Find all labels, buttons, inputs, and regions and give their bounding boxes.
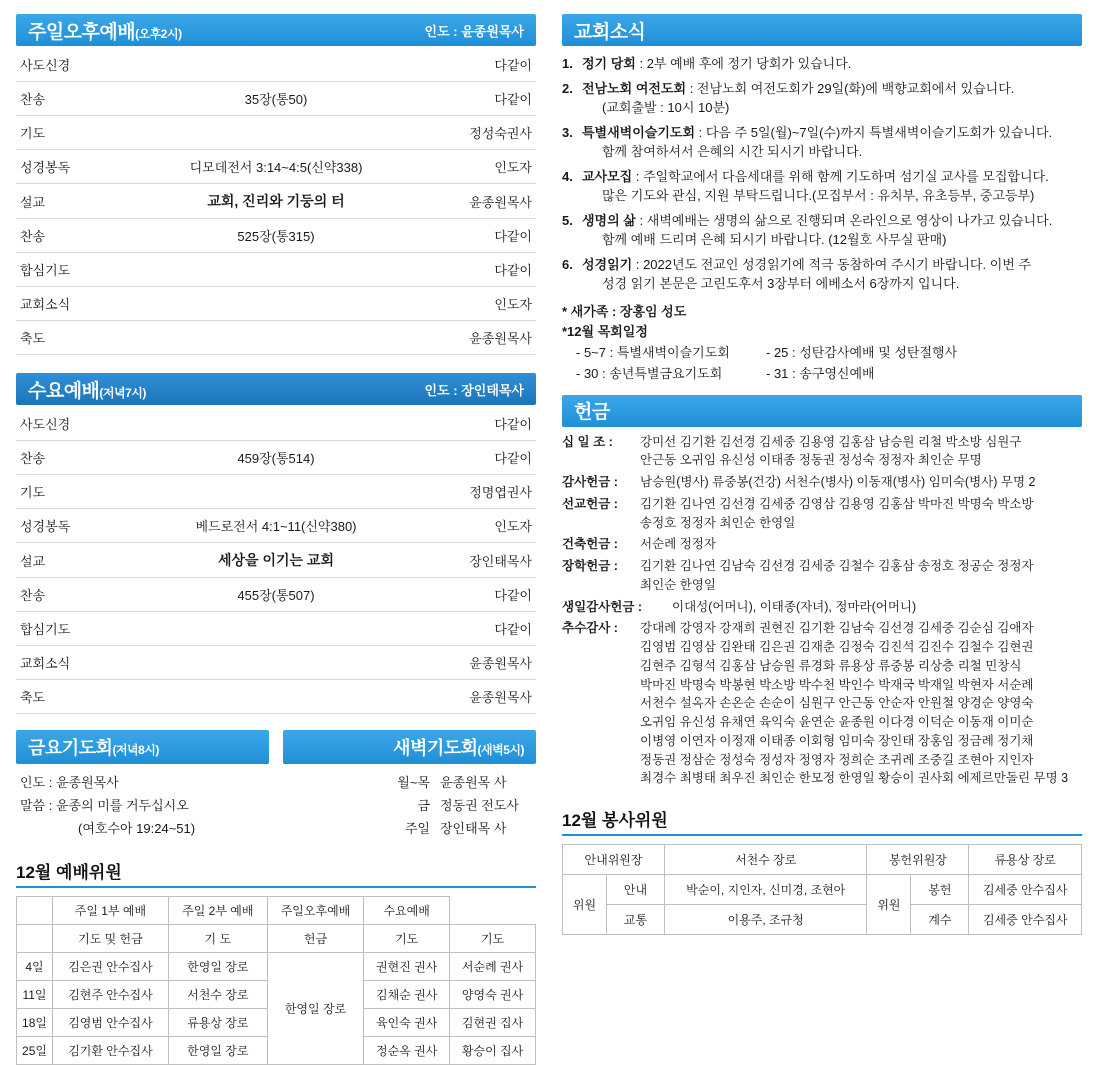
dawn-box — [283, 730, 536, 840]
dawn-header — [283, 730, 536, 764]
table-header-row — [17, 897, 536, 925]
list-item: 주일 장인태목 사 — [404, 820, 507, 836]
group-header: 주일오후예배 — [267, 897, 364, 925]
table-header-row — [563, 845, 1082, 875]
right-chair-value: 류용상 장로 — [969, 845, 1082, 875]
offering-row: 감사헌금 : 남승원(병사) 류중봉(건강) 서천수(병사) 이동재(병사) 임미숙(병사) 무명 2 — [562, 475, 1036, 490]
table-row: 25일 김기환 안수집사 한영일 장로 정순옥 권사 황승이 집사 — [17, 1037, 536, 1065]
right-column — [562, 14, 1082, 928]
table-row: 11일 김현주 안수집사 서천수 장로 김채순 권사 양영숙 권사 — [17, 981, 536, 1009]
list-item: 4. 교사모집 : 주일학교에서 다음세대를 위해 함께 기도하며 섬기실 교사를 모집합니다. 많은 기도와 관심, 지원 부탁드립니다.(모집부서 : 유치부, 유초등부, 중고등부) — [562, 167, 1082, 206]
table-row: 4일 김은권 안수집사 한영일 장로 한영일 장로 권현진 권사 서순례 권사 — [17, 953, 536, 981]
offering-row: 십 일 조 : 강미선 김기환 김선경 김세중 김용영 김홍삼 남승원 리철 박소방 심원구 안근동 오귀임 유신성 이태종 정동권 정성숙 정정자 최인순 무명 — [562, 434, 1022, 468]
merged-cell: 한영일 장로 — [267, 953, 364, 1065]
schedule-row: - 30 : 송년특별금요기도회 - 31 : 송구영신예배 — [576, 365, 875, 381]
offering-row: 추수감사 : 강대례 강영자 강재희 권현진 김기환 김남숙 김선경 김세중 김순심 김애자 김영범 김영삼 김완태 김은권 김재춘 김정숙 김진석 김진수 김철수 김현권 김현주 김형석 김홍삼 남승원 류경화 류용상 류중봉 리상층 리철 민창식 박마진 박명숙 박봉현 박소방 박수천 박인수 박재국 박재일 박현자 서순례 서천수 설옥자 손온순 손순이 심원구 안근동 안순자 안원철 양경순 양영숙 오귀임 유신성 유채연 육익숙 윤연순 윤종원 이다경 이덕순 이동재 이미순 이병영 이연자 이정재 이태종 이회형 임미숙 장인태 장홍임 정금례 정기채 정동권 정삼순 정성숙 정성자 정영자 정희순 조귀례 조중길 조현아 지인자 최경수 최병태 최우진 최인순 한모정 한영일 황승이 권사회 에제르만돌린 무명 3 — [562, 621, 1069, 786]
table-row: 찬송 525장(통315) 다같이 — [16, 219, 536, 253]
worship-committee-table — [16, 896, 536, 1065]
right-chair-label: 봉헌위원장 — [867, 845, 969, 875]
table-row: 사도신경 다같이 — [16, 407, 536, 441]
friday-line2: 말씀 : 윤종의 미를 거두십시오 — [20, 797, 189, 813]
group-header: 주일 1부 예배 — [53, 897, 169, 925]
sub-line: (교회출발 : 10시 10분) — [602, 100, 730, 115]
sub-line: 함께 참여하셔서 은혜의 시간 되시기 바랍니다. — [602, 144, 863, 159]
left-chair-label: 안내위원장 — [563, 845, 665, 875]
right-member-label: 위원 — [867, 875, 911, 935]
offering-header — [562, 395, 1082, 427]
friday-dawn-row — [16, 730, 536, 840]
table-row: 축도 윤종원목사 — [16, 321, 536, 355]
sub-header: 헌금 — [267, 925, 364, 953]
sub-line: 함께 예배 드리며 은혜 되시기 바랍니다. (12월호 사무실 판매) — [602, 232, 947, 247]
table-row: 성경봉독 베드로전서 4:1~11(신약380) 인도자 — [16, 509, 536, 543]
service-committee-table — [562, 844, 1082, 935]
table-row: 기도 정성숙권사 — [16, 116, 536, 150]
table-row: 찬송 459장(통514) 다같이 — [16, 441, 536, 475]
list-item: 월~목 윤종원목 사 — [397, 775, 507, 790]
friday-header — [16, 730, 269, 764]
news-list — [562, 54, 1082, 294]
offering-row: 건축헌금 : 서순례 정정자 — [562, 537, 716, 552]
left-chair-value: 서천수 장로 — [665, 845, 867, 875]
table-row: 위원 안내 박순이, 지인자, 신미경, 조현아 위원 봉헌 김세중 안수집사 — [563, 875, 1082, 905]
worship-committee-heading: 12월 예배위원 — [16, 858, 536, 888]
left-column — [16, 14, 536, 1059]
new-family-line: * 새가족 : 장홍임 성도 — [562, 303, 687, 319]
wednesday-table — [16, 407, 536, 714]
sunday-pm-leader: 인도 : 윤종원목사 — [424, 23, 524, 39]
wednesday-title: 수요예배(저녁7시) — [28, 380, 146, 402]
offering-title: 헌금 — [574, 402, 610, 424]
sub-header: 기 도 — [168, 925, 267, 953]
dawn-body — [283, 764, 536, 840]
sub-header: 기도 — [364, 925, 450, 953]
sub-header: 기도 — [450, 925, 536, 953]
schedule-title: *12월 목회일정 — [562, 324, 648, 340]
table-row: 교통 이용주, 조규청 계수 김세중 안수집사 — [563, 905, 1082, 935]
list-item: 3. 특별새벽이슬기도회 : 다음 주 5일(월)~7일(수)까지 특별새벽이슬기도회가 있습니다. 함께 참여하셔서 은혜의 시간 되시기 바랍니다. — [562, 123, 1082, 162]
table-row: 찬송 455장(통507) 다같이 — [16, 578, 536, 612]
table-row-sermon: 설교 교회, 진리와 기둥의 터 윤종원목사 — [16, 184, 536, 219]
news-header — [562, 14, 1082, 46]
friday-title: 금요기도회(저녁8시) — [28, 738, 159, 758]
dawn-title: 새벽기도회(새벽5시) — [393, 738, 524, 758]
table-row: 교회소식 인도자 — [16, 287, 536, 321]
table-row: 합심기도 다같이 — [16, 253, 536, 287]
schedule-row: - 5~7 : 특별새벽이슬기도회 - 25 : 성탄감사예배 및 성탄절행사 — [576, 345, 958, 361]
wednesday-leader: 인도 : 장인태목사 — [424, 382, 524, 398]
list-item: 금 정동권 전도사 — [417, 797, 519, 813]
wednesday-header — [16, 373, 536, 405]
table-row: 18일 김영범 안수집사 류용상 장로 육인숙 권사 김현권 집사 — [17, 1009, 536, 1037]
sunday-pm-header — [16, 14, 536, 46]
list-item: 2. 전남노회 여전도회 : 전남노회 여전도회가 29일(화)에 백향교회에서 있습니다. (교회출발 : 10시 10분) — [562, 79, 1082, 118]
table-row: 합심기도 다같이 — [16, 612, 536, 646]
left-member-label: 위원 — [563, 875, 607, 935]
table-subheader-row — [17, 925, 536, 953]
offering-row: 선교헌금 : 김기환 김나연 김선경 김세중 김영삼 김용영 김홍삼 박마진 박명숙 박소방 송정호 정정자 최인순 한영일 — [562, 496, 1034, 530]
list-item: 5. 생명의 삶 : 새벽예배는 생명의 삶으로 진행되며 온라인으로 영상이 나가고 있습니다. 함께 예배 드리며 은혜 되시기 바랍니다. (12월호 사무실 판매) — [562, 211, 1082, 250]
list-item: 6. 성경읽기 : 2022년도 전교인 성경읽기에 적극 동참하여 주시기 바랍니다. 이번 주 성경 읽기 본문은 고린도후서 3장부터 에베소서 6장까지 입니다. — [562, 255, 1082, 294]
list-item: 1. 정기 당회 : 2부 예배 후에 정기 당회가 있습니다. — [562, 56, 852, 71]
group-header: 수요예배 — [364, 897, 450, 925]
news-notes — [562, 302, 1082, 385]
news-title: 교회소식 — [574, 21, 646, 43]
friday-box — [16, 730, 269, 840]
sub-header: 기도 및 헌금 — [53, 925, 169, 953]
sunday-pm-table — [16, 48, 536, 355]
table-row: 성경봉독 디모데전서 3:14~4:5(신약338) 인도자 — [16, 150, 536, 184]
offering-row: 장학헌금 : 김기환 김나연 김남숙 김선경 김세중 김철수 김홍삼 송정호 정공순 정정자 최인순 한영일 — [562, 559, 1034, 592]
offering-list — [562, 433, 1082, 789]
friday-line1: 인도 : 윤종원목사 — [20, 775, 119, 790]
table-row-sermon: 설교 세상을 이기는 교회 장인태목사 — [16, 543, 536, 578]
friday-line3: (여호수아 19:24~51) — [78, 820, 196, 836]
sub-line: 성경 읽기 본문은 고린도후서 3장부터 에베소서 6장까지 입니다. — [602, 276, 960, 291]
table-row: 기도 정명엽권사 — [16, 475, 536, 509]
sub-line: 많은 기도와 관심, 지원 부탁드립니다.(모집부서 : 유치부, 유초등부, 중고등부) — [602, 188, 1035, 203]
table-row: 찬송 35장(통50) 다같이 — [16, 82, 536, 116]
friday-body — [16, 764, 269, 840]
group-header: 주일 2부 예배 — [168, 897, 267, 925]
empty-corner — [17, 897, 53, 925]
service-committee-heading: 12월 봉사위원 — [562, 806, 1082, 836]
table-row: 사도신경 다같이 — [16, 48, 536, 82]
table-row: 교회소식 윤종원목사 — [16, 646, 536, 680]
table-row: 축도 윤종원목사 — [16, 680, 536, 714]
offering-row: 생일감사헌금 : 이대성(어머니), 이태종(자녀), 정마라(어머니) — [562, 599, 917, 614]
sunday-pm-title: 주일오후예배(오후2시) — [28, 21, 182, 43]
